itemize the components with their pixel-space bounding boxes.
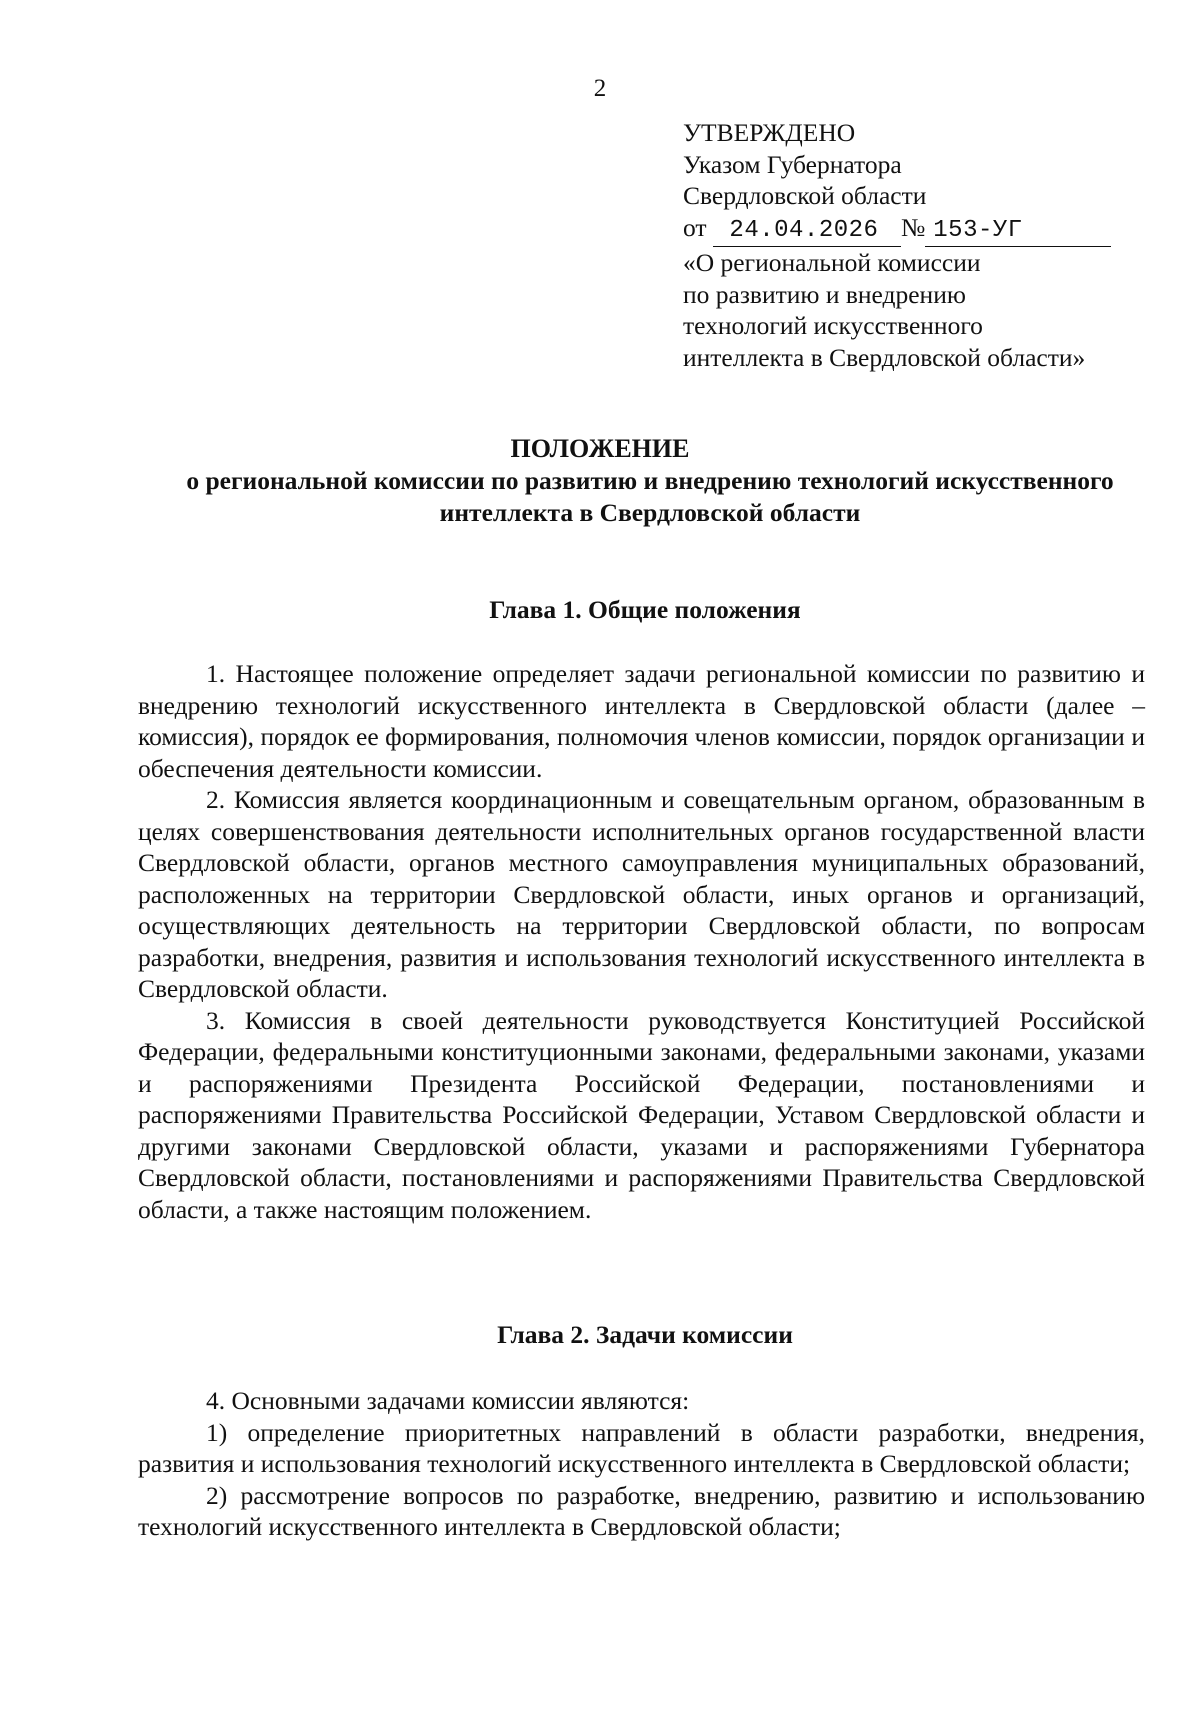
decree-name-line: технологий искусственного: [683, 311, 983, 340]
chapter-1-heading: Глава 1. Общие положения: [489, 595, 801, 624]
page-number: 2: [593, 75, 607, 102]
chapter-2-body: [138, 1385, 1145, 1543]
approval-block: [683, 117, 1163, 373]
document-subtitle: о региональной комиссии по развитию и внедрению технологий искусственного интеллекта в Свердловской области: [186, 466, 1114, 527]
approval-stamp-heading: УТВЕРЖДЕНО: [683, 118, 856, 147]
chapter-2-heading: Глава 2. Задачи комиссии: [497, 1320, 793, 1349]
paragraph: 1. Настоящее положение определяет задачи региональной комиссии по развитию и внедрению технологий искусственного интеллекта в Свердловской области (далее – комиссия), порядок ее формирования, полномочия членов комиссии, порядок организации и обеспечения деятельности комиссии.: [138, 659, 1145, 783]
paragraph: 4. Основными задачами комиссии являются:: [206, 1386, 690, 1415]
decree-date: 24.04.2026: [713, 215, 901, 248]
list-item: 1) определение приоритетных направлений в области разработки, внедрения, развития и использования технологий искусственного интеллекта в Свердловской области;: [138, 1417, 1145, 1478]
paragraph: 3. Комиссия в своей деятельности руководствуется Конституцией Российской Федерации, федеральными конституционными законами, федеральными законами, указами и распоряжениями Президента Российской Федерации, постановлениями и распоряжениями Правительства Российской Федерации, Уставом Свердловской области и другими законами Свердловской области, указами и распоряжениями Губернатора Свердловской области, постановлениями и распоряжениями Правительства Свердловской области, а также настоящим положением.: [138, 1005, 1145, 1224]
number-label: №: [900, 212, 926, 242]
from-label: от: [683, 212, 707, 242]
decree-name-line: по развитию и внедрению: [683, 279, 966, 309]
approval-authority: Указом Губернатора: [683, 149, 902, 179]
document-title: ПОЛОЖЕНИЕ: [510, 434, 690, 463]
decree-name-line: интеллекта в Свердловской области»: [683, 342, 1086, 372]
list-item: 2) рассмотрение вопросов по разработке, внедрению, развитию и использованию технологий искусственного интеллекта в Свердловской области;: [138, 1480, 1145, 1541]
approval-date-number-line: [683, 212, 1163, 248]
decree-name-line: «О региональной комиссии: [683, 248, 981, 277]
decree-number: 153-УГ: [925, 215, 1111, 248]
paragraph: 2. Комиссия является координационным и совещательным органом, образованным в целях совершенствования деятельности исполнительных органов государственной власти Свердловской области, органов местного самоуправления муниципальных образований, расположенных на территории Свердловской области, иных органов и организаций, осуществляющих деятельность на территории Свердловской области, по вопросам разработки, внедрения, развития и использования технологий искусственного интеллекта в Свердловской области.: [138, 785, 1145, 1003]
approval-region: Свердловской области: [683, 181, 927, 210]
chapter-1-body: [138, 658, 1145, 1225]
